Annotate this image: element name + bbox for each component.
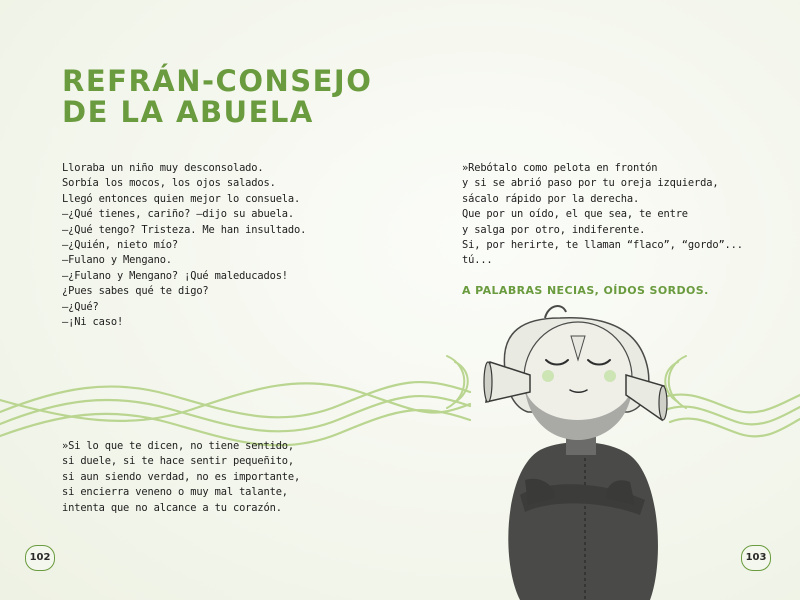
poem-line: —¿Quién, nieto mío? xyxy=(62,239,179,252)
poem-line: —¿Qué tengo? Tristeza. Me han insultado. xyxy=(62,223,307,236)
poem-line: —¿Fulano y Mengano? ¡Qué maleducados! xyxy=(62,269,288,282)
poem-line: si duele, si te hace sentir pequeñito, xyxy=(62,455,295,468)
poem-line: Que por un oído, el que sea, te entre xyxy=(462,208,688,221)
poem-line: y si se abrió paso por tu oreja izquierda, xyxy=(462,177,719,190)
poem-line: »Si lo que te dicen, no tiene sentido, xyxy=(62,440,295,452)
poem-line: si encierra veneno o muy mal talante, xyxy=(62,486,288,499)
poem-line: intenta que no alcance a tu corazón. xyxy=(62,501,282,514)
poem-line: ¿Pues sabes qué te digo? xyxy=(62,285,209,298)
poem-line: —¡Ni caso! xyxy=(62,316,124,329)
poem-line: »Rebótalo como pelota en frontón xyxy=(462,162,658,174)
poem-stanza-left xyxy=(62,161,306,330)
poem-line: Sorbía los mocos, los ojos salados. xyxy=(62,177,276,190)
poem-line: tú... xyxy=(462,254,493,267)
poem-stanza-bottom xyxy=(62,439,300,516)
title-line-2: DE LA ABUELA xyxy=(62,95,314,129)
poem-line: sácalo rápido por la derecha. xyxy=(462,192,640,205)
poem-line: —¿Qué tienes, cariño? —dijo su abuela. xyxy=(62,208,295,221)
poem-line: Si, por herirte, te llaman “flaco”, “gordo”... xyxy=(462,239,743,252)
poem-stanza-right xyxy=(462,161,743,269)
poem-line: y salga por otro, indiferente. xyxy=(462,223,646,236)
poem-line: si aun siendo verdad, no es importante, xyxy=(62,470,301,483)
poem-line: —Fulano y Mengano. xyxy=(62,254,172,267)
title-line-1: REFRÁN-CONSEJO xyxy=(62,64,373,98)
page-number-left: 102 xyxy=(25,545,55,571)
proverb-moral: A PALABRAS NECIAS, OÍDOS SORDOS. xyxy=(462,284,709,297)
poem-line: Lloraba un niño muy desconsolado. xyxy=(62,162,264,174)
poem-line: —¿Qué? xyxy=(62,300,99,313)
poem-line: Llegó entonces quien mejor lo consuela. xyxy=(62,192,301,205)
page-title xyxy=(62,66,372,128)
page-number-right: 103 xyxy=(741,545,771,571)
